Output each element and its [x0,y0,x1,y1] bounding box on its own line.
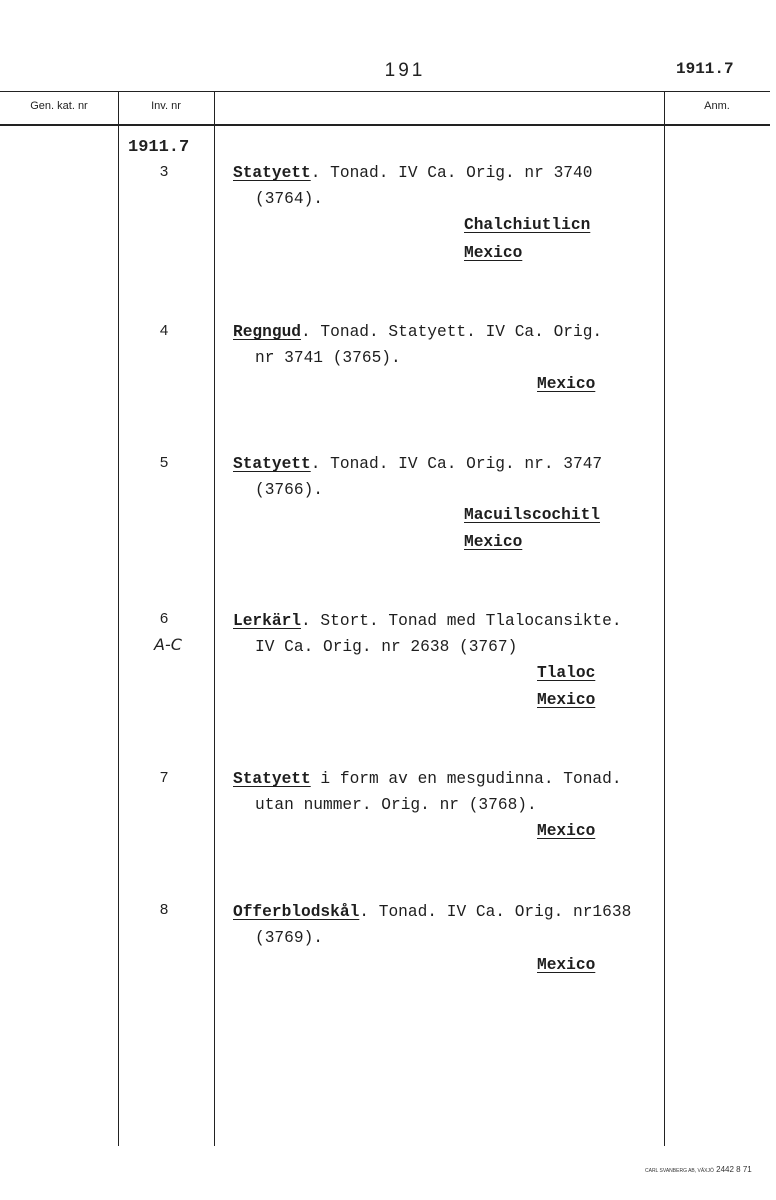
entry-line1: . Tonad. Statyett. IV Ca. Orig. [301,323,603,341]
entry-line1: . Stort. Tonad med Tlalocansikte. [301,612,622,630]
inv-number: 6 [159,610,169,627]
entry-place: Tlaloc [537,664,596,682]
catalog-entry [233,160,663,212]
inv-number: 4 [159,322,169,339]
entry-title: Statyett [233,455,311,473]
corner-accession-code: 1911.7 [676,60,734,78]
inv-sub-number: A-C [154,635,182,654]
imprint-code: 2442 8 71 [716,1165,752,1174]
entry-title: Offerblodskål [233,903,360,921]
catalog-entry [233,319,663,371]
entry-line2: utan nummer. Orig. nr (3768). [255,796,537,814]
header-bottom-rule [0,124,770,126]
entry-place: Mexico [537,375,596,393]
header-top-rule [0,91,770,92]
catalog-entry [233,766,663,818]
column-divider-text-anm [664,91,665,1146]
column-header-gen-kat-nr: Gen. kat. nr [30,100,88,112]
page-number: 191 [384,60,426,81]
catalog-entry [233,451,663,503]
entry-line2: (3766). [255,481,323,499]
entry-line1: . Tonad. IV Ca. Orig. nr1638 [359,903,632,921]
entry-place: Macuilscochitl [464,506,600,524]
entry-place: Mexico [464,244,523,262]
printer-imprint [645,1165,752,1174]
inv-number: 3 [159,163,169,180]
column-header-anm: Anm. [704,100,730,112]
entry-line2: IV Ca. Orig. nr 2638 (3767) [255,638,518,656]
entry-line2: nr 3741 (3765). [255,349,401,367]
catalog-entry [233,608,663,660]
catalog-entry [233,899,663,951]
entry-line1: . Tonad. IV Ca. Orig. nr 3740 [310,164,593,182]
entry-place: Mexico [537,822,596,840]
inv-number: 8 [159,901,169,918]
inv-number: 7 [159,769,169,786]
entry-title: Statyett [233,770,311,788]
entry-line1: . Tonad. IV Ca. Orig. nr. 3747 [310,455,603,473]
entry-place: Chalchiutlicn [464,216,591,234]
entry-title: Statyett [233,164,311,182]
entry-place: Mexico [464,533,523,551]
entry-place: Mexico [537,956,596,974]
entry-title: Lerkärl [233,612,301,630]
inv-number: 5 [159,454,169,471]
column-divider-inv-text [214,91,215,1146]
entry-place: Mexico [537,691,596,709]
entry-title: Regngud [233,323,301,341]
entry-line2: (3769). [255,929,323,947]
entry-line2: (3764). [255,190,323,208]
entry-line1: i form av en mesgudinna. Tonad. [310,770,622,788]
year-label: 1911.7 [128,138,190,157]
imprint-maker: CARL SVANBERG AB, VÄXJÖ [645,1168,714,1174]
column-header-inv-nr: Inv. nr [151,100,181,112]
